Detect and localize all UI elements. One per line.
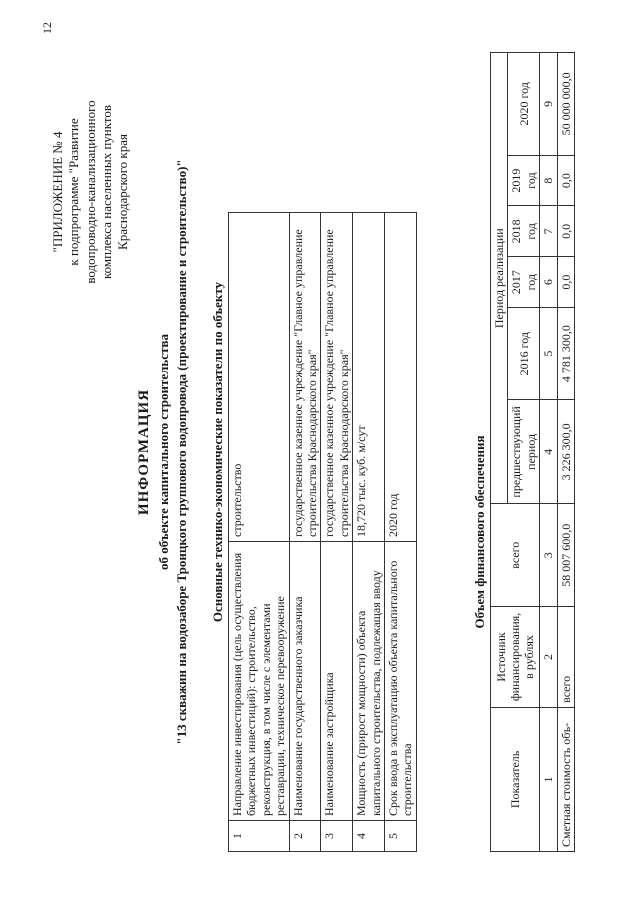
section-title-indicators: Основные технико-экономические показатели по объекту: [210, 281, 225, 623]
table-row: [289, 213, 321, 852]
column-number: 8: [540, 155, 557, 206]
section-title-financing: Объем финансового обеспечения: [472, 435, 487, 629]
row-label: Наименование государственного заказчика: [289, 542, 321, 821]
row-total: 58 007 600,0: [557, 504, 574, 607]
table-row: [229, 213, 290, 852]
document-title: ИНФОРМАЦИЯ: [136, 388, 152, 516]
row-label: Направление инвестирования (цель осуществления бюджетных инвестиций): строительство, реконструкция, в том числе с элементами реставрации, техническое перевооружение: [229, 542, 290, 821]
column-number: 5: [540, 308, 557, 400]
row-2019: 0,0: [557, 155, 574, 206]
header-2016: 2016 год: [508, 308, 540, 400]
appendix-line: к подпрограмме "Развитие: [66, 118, 82, 266]
table-row: [384, 213, 416, 852]
row-indicator: Сметная стоимость объ-: [557, 707, 574, 851]
table-number-row: [540, 53, 557, 852]
header-indicator: Показатель: [491, 707, 540, 851]
column-number: 9: [540, 53, 557, 156]
column-number: 1: [540, 707, 557, 851]
row-value: 18,720 тыс. куб. м/сут: [353, 213, 385, 542]
row-value: строительство: [229, 213, 290, 542]
row-source: всего: [557, 607, 574, 708]
financing-table: [490, 52, 575, 852]
row-previous: 3 226 300,0: [557, 400, 574, 504]
row-number: 4: [353, 821, 385, 852]
header-source: Источник финансирования, в рублях: [491, 607, 540, 708]
row-2018: 0,0: [557, 206, 574, 257]
page-number: 12: [40, 22, 54, 34]
row-number: 1: [229, 821, 290, 852]
row-number: 5: [384, 821, 416, 852]
row-value: государственное казенное учреждение "Главное управление строительства Краснодарского края": [289, 213, 321, 542]
object-name: "13 скважин на водозаборе Троицкого группового водопровода (проектирование и строительство)": [174, 159, 189, 745]
rotated-page: [40, 22, 600, 852]
table-header-row: [491, 53, 508, 852]
header-period: Период реализации: [491, 53, 508, 504]
column-number: 7: [540, 206, 557, 257]
row-2017: 0,0: [557, 257, 574, 308]
appendix-line: комплекса населенных пунктов: [98, 104, 114, 280]
row-value: 2020 год: [384, 213, 416, 542]
header-previous: предшествующий период: [508, 400, 540, 504]
row-value: государственное казенное учреждение "Главное управление строительства Краснодарского края": [321, 213, 353, 542]
row-number: 3: [321, 821, 353, 852]
column-number: 4: [540, 400, 557, 504]
appendix-line: Краснодарского края: [115, 134, 130, 250]
table-row: [557, 53, 574, 852]
appendix-block: [50, 72, 131, 312]
column-number: 2: [540, 607, 557, 708]
document-subtitle: об объекте капитального строительства: [156, 334, 171, 570]
row-2016: 4 781 300,0: [557, 308, 574, 400]
row-number: 2: [289, 821, 321, 852]
table-row: [353, 213, 385, 852]
indicators-table: [228, 212, 417, 852]
header-total: всего: [491, 504, 540, 607]
header-2017: 2017 год: [508, 257, 540, 308]
column-number: 3: [540, 504, 557, 607]
appendix-line: водопроводно-канализационного: [82, 100, 98, 284]
header-2020: 2020 год: [508, 53, 540, 156]
row-2020: 50 000 000,0: [557, 53, 574, 156]
row-label: Мощность (прирост мощности) объекта капитального строительства, подлежащая вводу: [353, 542, 385, 821]
table-row: [321, 213, 353, 852]
appendix-title: "ПРИЛОЖЕНИЕ № 4: [50, 131, 65, 253]
column-number: 6: [540, 257, 557, 308]
header-2018: 2018 год: [508, 206, 540, 257]
header-2019: 2019 год: [508, 155, 540, 206]
row-label: Наименование застройщика: [321, 542, 353, 821]
row-label: Срок ввода в эксплуатацию объекта капитального строительства: [384, 542, 416, 821]
